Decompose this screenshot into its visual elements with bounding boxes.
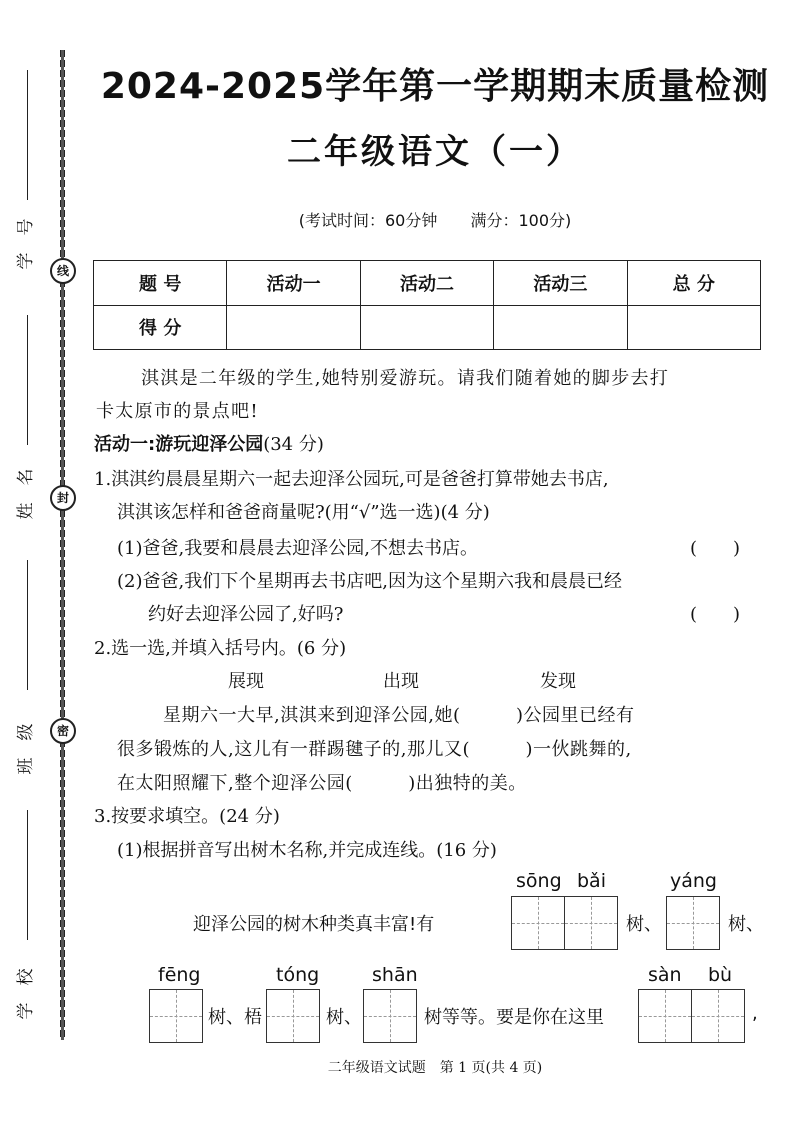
header-cell: 活动三 xyxy=(494,261,627,306)
q2-passage-line-2: 很多锻炼的人,这儿有一群踢毽子的,那儿又( )一伙跳舞的, xyxy=(117,739,632,760)
q2-word-1: 展现 xyxy=(228,671,264,692)
writing-cell[interactable] xyxy=(692,990,744,1042)
score-cell[interactable] xyxy=(494,305,627,350)
q1-option-1-answer[interactable]: ( ) xyxy=(690,538,741,559)
score-row-label: 得 分 xyxy=(94,305,227,350)
writing-cell[interactable] xyxy=(150,990,202,1042)
name-line xyxy=(27,315,28,445)
class-line xyxy=(27,560,28,690)
q1-option-2-line-2: 约好去迎泽公园了,好吗? xyxy=(148,604,344,625)
activity1-title: 活动一:游玩迎泽公园 xyxy=(94,434,264,455)
writing-box-shan[interactable] xyxy=(363,989,417,1043)
pinyin-bai: bǎi xyxy=(577,870,606,892)
q3-row1-suffix-b: 树、 xyxy=(728,914,764,935)
header-cell: 总 分 xyxy=(627,261,760,306)
q2-word-2: 出现 xyxy=(383,671,419,692)
exam-subtitle: 二年级语文（一） xyxy=(287,132,583,172)
q3-row2-a: 树、梧 xyxy=(208,1007,262,1028)
header-cell: 活动二 xyxy=(360,261,493,306)
q2-title: 2.选一选,并填入括号内。(6 分) xyxy=(94,638,347,659)
q2-passage-line-1: 星期六一大早,淇淇来到迎泽公园,她( )公园里已经有 xyxy=(163,705,635,726)
pinyin-san: sàn xyxy=(648,964,682,986)
school-label xyxy=(14,960,42,1028)
writing-box-songbai[interactable] xyxy=(511,896,618,950)
field-label-char: 学 xyxy=(16,252,36,270)
seal-mark-line: 线 xyxy=(50,258,76,284)
pinyin-song: sōng xyxy=(516,870,562,892)
school-line xyxy=(27,810,28,940)
q1-option-2-answer[interactable]: ( ) xyxy=(690,604,741,625)
pinyin-bu: bù xyxy=(708,964,733,986)
field-label-char: 名 xyxy=(16,468,36,486)
q1-option-2-line-1: (2)爸爸,我们下个星期再去书店吧,因为这个星期六我和晨晨已经 xyxy=(117,571,622,592)
q3-row2-c: 树等等。要是你在这里 xyxy=(424,1007,604,1028)
q2-passage-line-3: 在太阳照耀下,整个迎泽公园( )出独特的美。 xyxy=(117,773,527,794)
q1-option-1: (1)爸爸,我要和晨晨去迎泽公园,不想去书店。 xyxy=(117,538,478,559)
writing-cell[interactable] xyxy=(364,990,416,1042)
seal-mark-seal: 封 xyxy=(50,485,76,511)
name-label xyxy=(14,460,42,528)
writing-box-tong[interactable] xyxy=(266,989,320,1043)
q2-word-3: 发现 xyxy=(540,671,576,692)
binding-line xyxy=(60,50,65,1040)
field-label-text xyxy=(14,960,42,1028)
class-label xyxy=(14,715,42,783)
q1-line-1: 1.淇淇约晨晨星期六一起去迎泽公园玩,可是爸爸打算带她去书店, xyxy=(94,469,609,490)
score-table-score-row xyxy=(94,305,761,350)
field-label-text xyxy=(14,210,42,278)
writing-cell[interactable] xyxy=(667,897,719,949)
activity1-heading xyxy=(94,430,324,456)
field-label-char: 班 xyxy=(16,757,36,775)
intro-line-2: 卡太原市的景点吧! xyxy=(96,401,259,422)
header-cell: 活动一 xyxy=(227,261,360,306)
pinyin-yang: yáng xyxy=(670,870,717,892)
field-label-char: 校 xyxy=(16,968,36,986)
q1-line-2: 淇淇该怎样和爸爸商量呢?(用“√”选一选)(4 分) xyxy=(117,502,490,523)
student-id-label xyxy=(14,210,42,278)
score-table xyxy=(93,260,761,350)
activity1-points: (34 分) xyxy=(263,434,324,455)
pinyin-tong: tóng xyxy=(276,964,320,986)
exam-title: 2024-2025学年第一学期期末质量检测 xyxy=(100,66,770,107)
field-label-char: 号 xyxy=(16,218,36,236)
student-id-line xyxy=(27,70,28,200)
field-label-text xyxy=(14,715,42,783)
intro-line-1: 淇淇是二年级的学生,她特别爱游玩。请我们随着她的脚步去打 xyxy=(141,368,670,389)
q3-row1-suffix-a: 树、 xyxy=(626,914,662,935)
writing-cell[interactable] xyxy=(639,990,692,1042)
q3-row2-end: , xyxy=(752,1003,758,1024)
writing-cell[interactable] xyxy=(267,990,319,1042)
q3-title: 3.按要求填空。(24 分) xyxy=(94,806,280,827)
score-cell[interactable] xyxy=(227,305,360,350)
header-cell: 题 号 xyxy=(94,261,227,306)
full-score: 满分：100分) xyxy=(470,211,572,230)
pinyin-feng: fēng xyxy=(158,964,201,986)
score-table-header-row xyxy=(94,261,761,306)
score-cell[interactable] xyxy=(360,305,493,350)
seal-mark-secret: 密 xyxy=(50,718,76,744)
score-cell[interactable] xyxy=(627,305,760,350)
writing-cell[interactable] xyxy=(512,897,565,949)
writing-box-yang[interactable] xyxy=(666,896,720,950)
writing-cell[interactable] xyxy=(565,897,617,949)
writing-box-feng[interactable] xyxy=(149,989,203,1043)
field-label-char: 级 xyxy=(16,723,36,741)
q3-row1-text: 迎泽公园的树木种类真丰富!有 xyxy=(193,914,435,935)
field-label-text xyxy=(14,460,42,528)
exam-info xyxy=(95,208,775,231)
field-label-char: 姓 xyxy=(16,502,36,520)
page-footer: 二年级语文试题 第 1 页(共 4 页) xyxy=(327,1060,543,1076)
q3-sub1: (1)根据拼音写出树木名称,并完成连线。(16 分) xyxy=(117,840,497,861)
writing-box-sanbu[interactable] xyxy=(638,989,745,1043)
pinyin-shan: shān xyxy=(372,964,418,986)
field-label-char: 学 xyxy=(16,1002,36,1020)
exam-time: (考试时间：60分钟 xyxy=(298,211,438,230)
q3-row2-b: 树、 xyxy=(326,1007,362,1028)
